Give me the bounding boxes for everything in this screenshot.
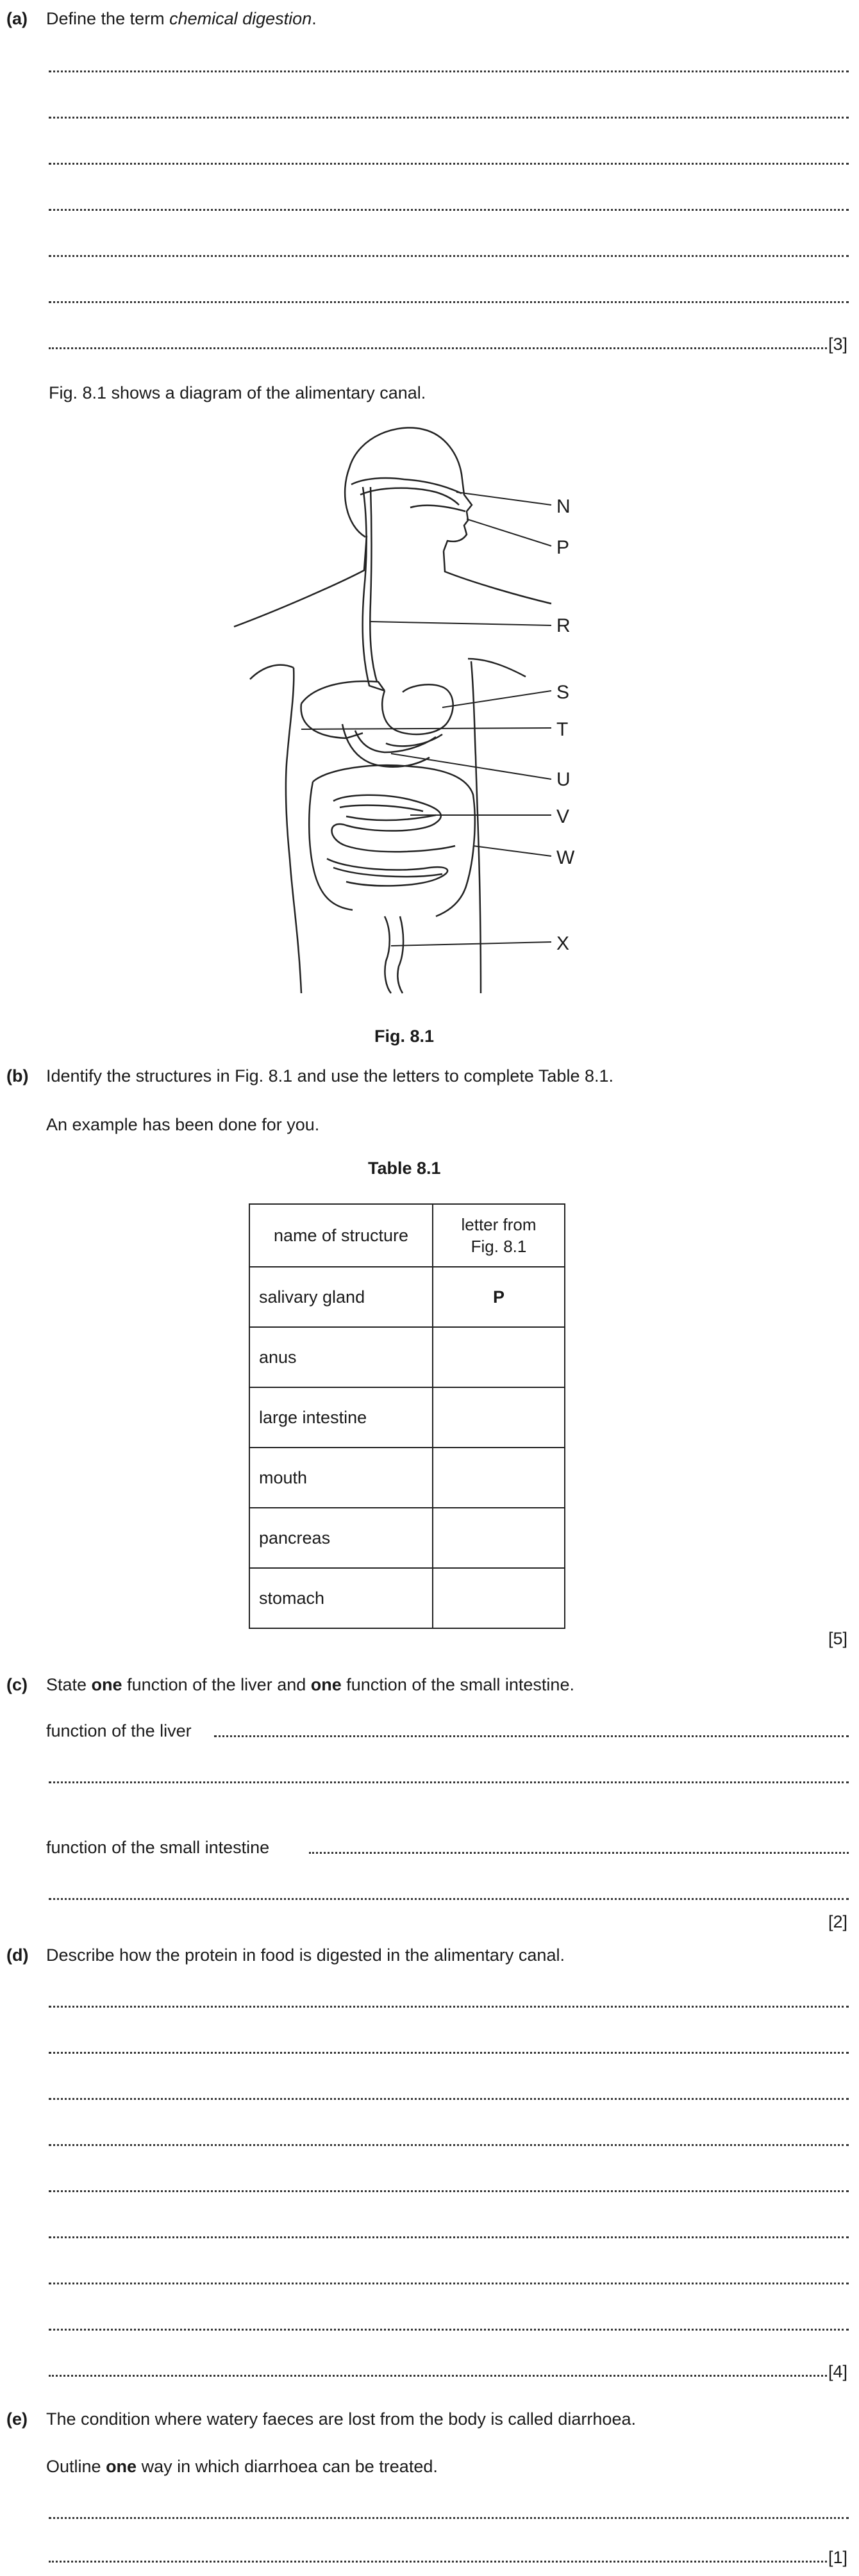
table-row [249, 1448, 565, 1508]
part-c-label: (c) [6, 1675, 28, 1694]
part-a-label: (a) [6, 9, 28, 28]
alimentary-canal-diagram [218, 423, 615, 1000]
letter-cell: P [433, 1267, 565, 1327]
figure-label-x: X [556, 933, 570, 954]
part-e-marks: [1] [828, 2548, 848, 2567]
table-caption: Table 8.1 [368, 1159, 441, 1178]
structure-name: mouth [249, 1448, 433, 1508]
part-e-statement: The condition where watery faeces are lost from the body is called diarrhoea. [46, 2409, 636, 2429]
table-8-1 [249, 1203, 565, 1629]
part-c-q-one1: one [91, 1675, 122, 1694]
figure-label-r: R [556, 615, 571, 636]
part-d-label: (d) [6, 1945, 29, 1965]
letter-cell[interactable] [433, 1448, 565, 1508]
table-row [249, 1267, 565, 1327]
letter-cell[interactable] [433, 1327, 565, 1387]
structure-name: salivary gland [249, 1267, 433, 1327]
letter-cell[interactable] [433, 1568, 565, 1628]
table-row [249, 1508, 565, 1568]
answer-line[interactable] [49, 301, 849, 303]
part-a-question-term: chemical digestion [169, 9, 312, 28]
liver-function-label: function of the liver [46, 1721, 192, 1740]
table-row [249, 1387, 565, 1448]
answer-line[interactable] [49, 2006, 849, 2008]
answer-line[interactable] [49, 2144, 849, 2146]
answer-line[interactable] [49, 2098, 849, 2100]
structure-name: large intestine [249, 1387, 433, 1448]
letter-cell[interactable] [433, 1508, 565, 1568]
answer-line[interactable] [49, 2329, 849, 2331]
part-d-question: Describe how the protein in food is digested in the alimentary canal. [46, 1945, 565, 1965]
part-c-question [46, 1675, 574, 1695]
figure-intro: Fig. 8.1 shows a diagram of the alimentary canal. [49, 383, 426, 402]
part-e-question [46, 2457, 438, 2477]
answer-line[interactable] [49, 2517, 849, 2519]
part-c-q-end: function of the small intestine. [341, 1675, 574, 1694]
figure-caption: Fig. 8.1 [374, 1027, 435, 1046]
answer-line[interactable] [49, 209, 849, 211]
part-e-q-outline: Outline [46, 2457, 106, 2476]
part-a-question-suffix: . [312, 9, 317, 28]
table-row [249, 1568, 565, 1628]
figure-label-u: U [556, 769, 571, 790]
intestine-function-label: function of the small intestine [46, 1838, 270, 1857]
part-e-q-end: way in which diarrhoea can be treated. [137, 2457, 438, 2476]
part-b-label: (b) [6, 1066, 29, 1086]
part-b-marks: [5] [828, 1629, 848, 1648]
header-letter-line2: Fig. 8.1 [471, 1237, 527, 1256]
header-letter-line1: letter from [461, 1215, 537, 1234]
structure-name: anus [249, 1327, 433, 1387]
figure-label-t: T [556, 719, 569, 740]
answer-line[interactable] [49, 2375, 827, 2377]
part-d-marks: [4] [828, 2362, 848, 2381]
part-e-q-one: one [106, 2457, 137, 2476]
answer-line[interactable] [49, 163, 849, 165]
part-b-question: Identify the structures in Fig. 8.1 and use the letters to complete Table 8.1. [46, 1066, 614, 1086]
part-c-q-one2: one [310, 1675, 342, 1694]
figure-label-n: N [556, 496, 571, 517]
answer-line[interactable] [49, 117, 849, 119]
header-name-of-structure: name of structure [249, 1204, 433, 1267]
part-e-label: (e) [6, 2409, 28, 2429]
part-c-q-state: State [46, 1675, 92, 1694]
answer-line[interactable] [49, 2283, 849, 2284]
part-c-q-mid: function of the liver and [122, 1675, 311, 1694]
answer-line[interactable] [49, 347, 827, 349]
part-a-question [46, 9, 317, 29]
structure-name: pancreas [249, 1508, 433, 1568]
answer-line[interactable] [49, 2190, 849, 2192]
answer-line[interactable] [49, 70, 849, 72]
intestine-answer-line[interactable] [309, 1852, 849, 1854]
answer-line[interactable] [49, 255, 849, 257]
figure-label-s: S [556, 682, 570, 703]
part-a-question-prefix: Define the term [46, 9, 170, 28]
part-b-example-note: An example has been done for you. [46, 1115, 320, 1134]
figure-label-p: P [556, 537, 570, 558]
part-a-marks: [3] [828, 334, 848, 354]
figure-label-w: W [556, 847, 575, 868]
answer-line[interactable] [49, 2052, 849, 2054]
liver-answer-line[interactable] [214, 1735, 849, 1737]
intestine-answer-line[interactable] [49, 1898, 849, 1900]
answer-line[interactable] [49, 2236, 849, 2238]
table-header-row [249, 1204, 565, 1267]
figure-label-v: V [556, 806, 570, 827]
answer-line[interactable] [49, 2561, 827, 2563]
liver-answer-line[interactable] [49, 1781, 849, 1783]
part-c-marks: [2] [828, 1912, 848, 1931]
table-row [249, 1327, 565, 1387]
letter-cell[interactable] [433, 1387, 565, 1448]
header-letter [433, 1204, 565, 1267]
structure-name: stomach [249, 1568, 433, 1628]
